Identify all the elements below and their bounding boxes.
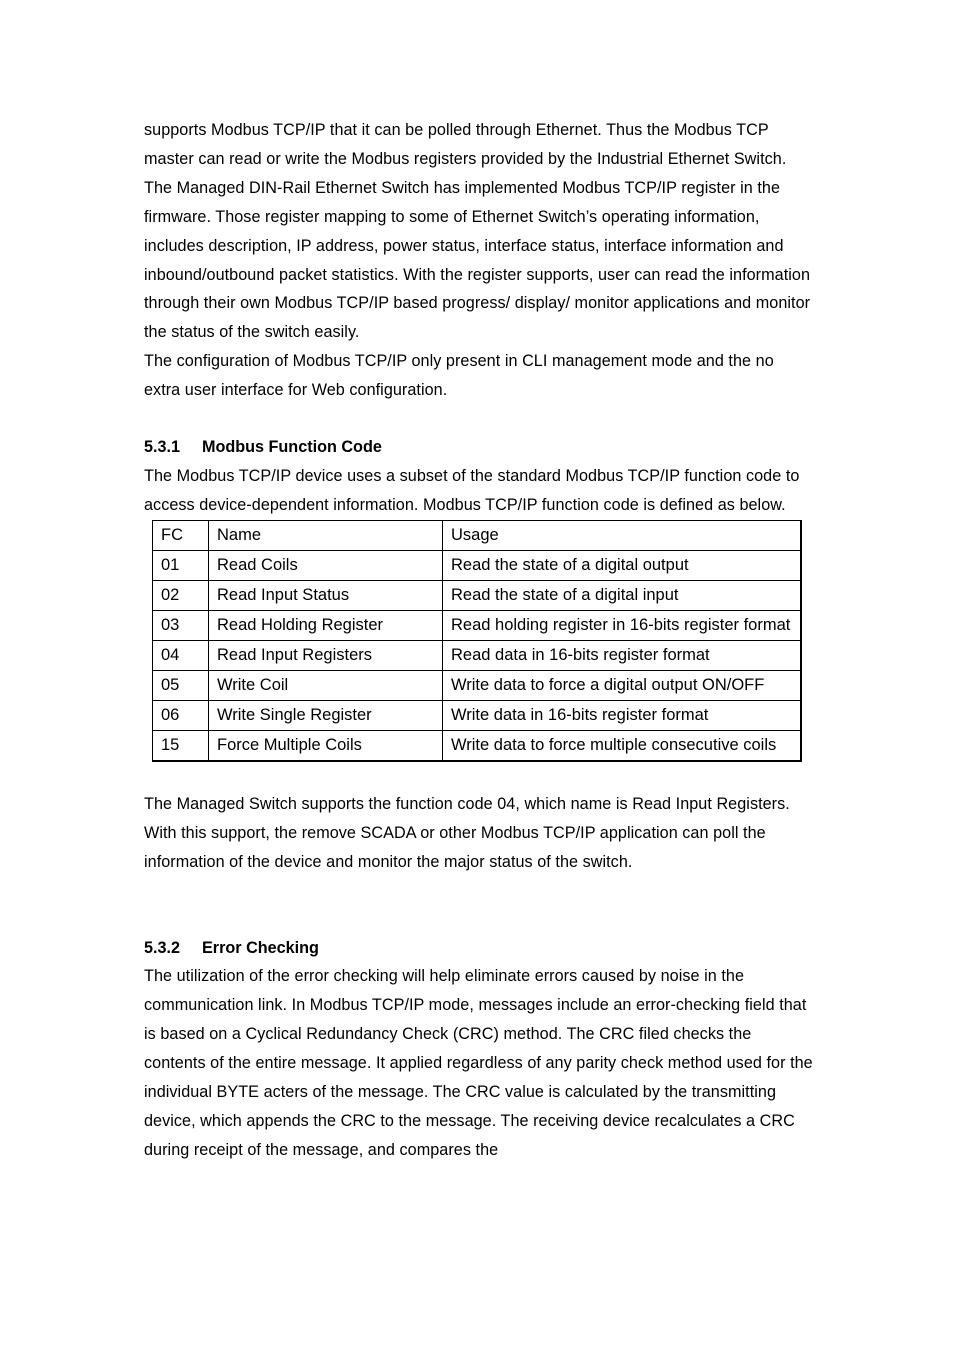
section-532-paragraph-1: The utilization of the error checking will help eliminate errors caused by noise in the communication link. In Modbus TCP/IP mode, messages include an error-checking field that is based on a Cyclical Redundancy Check (CRC) method. The CRC filed checks the contents of the entire message. It applied regardless of any parity check method used for the individual BYTE acters of the message. The CRC value is calculated by the transmitting device, which appends the CRC to the message. The receiving device recalculates a CRC during receipt of the message, and compares the [144,967,813,1159]
cell-name: Read Holding Register [209,610,443,640]
section-title: Error Checking [202,938,319,957]
cell-usage: Read the state of a digital input [443,580,802,610]
table-row [153,640,802,670]
cell-usage: Read holding register in 16-bits register format [443,610,802,640]
table-row [153,670,802,700]
cell-usage: Write data in 16-bits register format [443,700,802,730]
section-heading-532 [144,934,814,963]
table-row [153,730,802,761]
cell-usage: Read data in 16-bits register format [443,640,802,670]
cell-usage: Read the state of a digital output [443,550,802,580]
cell-fc: 06 [153,700,209,730]
header-name: Name [209,520,443,550]
function-code-table [152,520,802,762]
table-row [153,700,802,730]
table-row [153,610,802,640]
header-fc: FC [153,520,209,550]
document-page [144,116,814,1165]
cell-name: Read Input Registers [209,640,443,670]
section-title: Modbus Function Code [202,438,382,457]
intro-paragraph-2: The Managed DIN-Rail Ethernet Switch has implemented Modbus TCP/IP register in the firmware. Those register mapping to some of Ethernet Switch’s operating information, includes description, IP address, power status, interface status, interface information and inbound/outbound packet statistics. With the register supports, user can read the information through their own Modbus TCP/IP based progress/ display/ monitor applications and monitor the status of the switch easily. [144,178,811,342]
cell-name: Force Multiple Coils [209,730,443,761]
cell-name: Read Coils [209,550,443,580]
section-531-paragraph-1: The Modbus TCP/IP device uses a subset of the standard Modbus TCP/IP function code to access device-dependent information. Modbus TCP/IP function code is defined as below. [144,466,800,514]
cell-fc: 01 [153,550,209,580]
cell-fc: 15 [153,730,209,761]
cell-usage: Write data to force multiple consecutive coils [443,730,802,761]
cell-fc: 04 [153,640,209,670]
cell-name: Write Coil [209,670,443,700]
intro-paragraph-3: The configuration of Modbus TCP/IP only present in CLI management mode and the no extra user interface for Web configuration. [144,352,774,400]
header-usage: Usage [443,520,802,550]
section-number: 5.3.2 [144,938,181,957]
cell-fc: 05 [153,670,209,700]
cell-fc: 02 [153,580,209,610]
table-header-row [153,520,802,550]
table-row [153,580,802,610]
section-531-paragraph-2: The Managed Switch supports the function code 04, which name is Read Input Registers. With this support, the remove SCADA or other Modbus TCP/IP application can poll the information of the device and monitor the major status of the switch. [144,794,790,871]
section-number: 5.3.1 [144,438,181,457]
cell-name: Write Single Register [209,700,443,730]
section-heading-531 [144,433,814,462]
cell-fc: 03 [153,610,209,640]
cell-usage: Write data to force a digital output ON/OFF [443,670,802,700]
intro-paragraph-1: supports Modbus TCP/IP that it can be polled through Ethernet. Thus the Modbus TCP master can read or write the Modbus registers provided by the Industrial Ethernet Switch. [144,121,787,168]
cell-name: Read Input Status [209,580,443,610]
table-row [153,550,802,580]
